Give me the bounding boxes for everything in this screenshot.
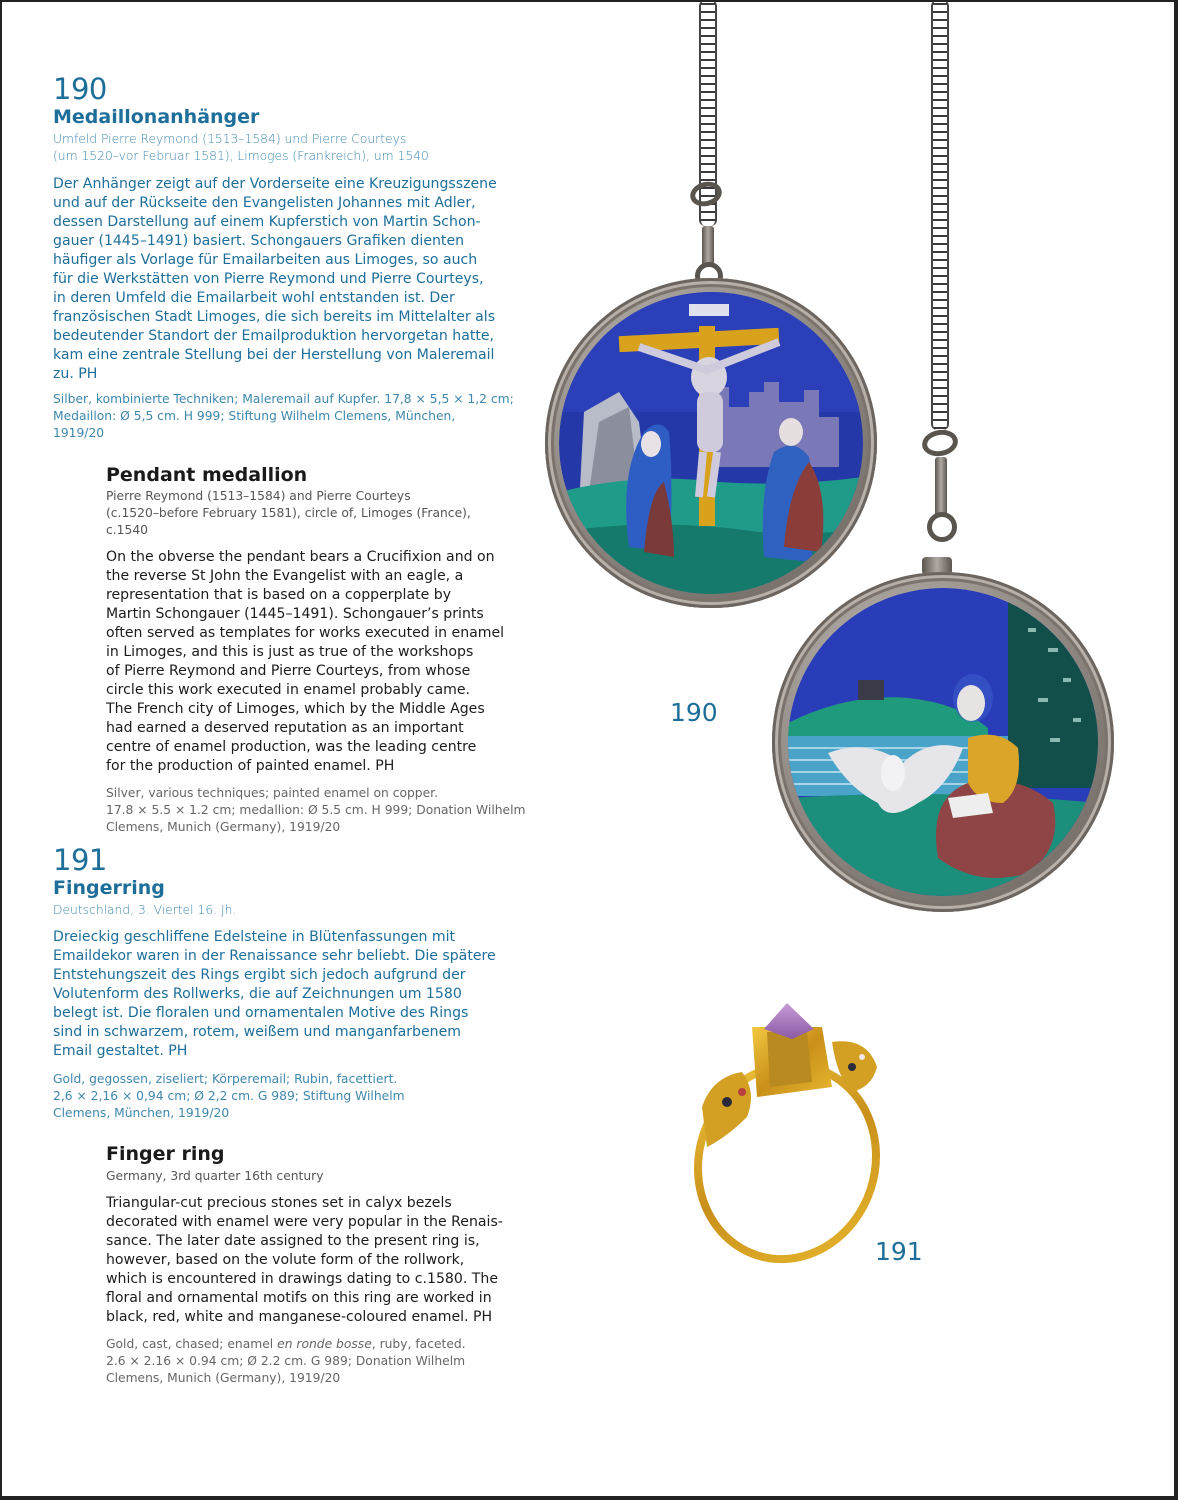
chain-knot-image — [687, 178, 724, 209]
meta-line: c.1540 — [106, 522, 148, 537]
plate-label-191: 191 — [875, 1237, 923, 1266]
entry-191-german-description — [53, 928, 496, 1061]
body-line: sind in schwarzem, rotem, weißem und manganfarbenem — [53, 1024, 461, 1040]
body-line: Der Anhänger zeigt auf der Vorderseite eine Kreuzigungsszene — [53, 176, 497, 192]
spec-line: 1919/20 — [53, 426, 105, 440]
spec-line: 2.6 × 2.16 × 0.94 cm; Ø 2.2 cm. G 989; Donation Wilhelm — [106, 1354, 466, 1368]
entry-191-english-title: Finger ring — [106, 1143, 225, 1165]
st-john-scene-image — [788, 588, 1098, 896]
body-line: of Pierre Reymond and Pierre Courteys, from whose — [106, 663, 471, 679]
spec-line — [106, 1336, 466, 1353]
entry-190-german-attribution — [53, 131, 429, 164]
entry-190-english-specifications — [106, 785, 526, 836]
body-line: dessen Darstellung auf einem Kupferstich von Martin Schon- — [53, 214, 481, 230]
body-line: Triangular-cut precious stones set in calyx bezels — [106, 1195, 452, 1211]
body-line: häufiger als Vorlage für Emailarbeiten aus Limoges, so auch — [53, 252, 478, 268]
body-line: belegt ist. Die floralen und ornamentalen Motive des Rings — [53, 1005, 469, 1021]
entry-190-german-specifications — [53, 391, 514, 442]
entry-191-english-description — [106, 1194, 503, 1327]
spec-line: Clemens, Munich (Germany), 1919/20 — [106, 1371, 341, 1385]
entry-191-german-title: Fingerring — [53, 877, 165, 899]
body-line: Entstehungszeit des Rings ergibt sich jedoch aufgrund der — [53, 967, 466, 983]
spec-line: Silber, kombinierte Techniken; Maleremail auf Kupfer. 17,8 × 5,5 × 1,2 cm; — [53, 392, 514, 406]
pendant-medallion-reverse-image — [772, 572, 1114, 912]
body-line: für die Werkstätten von Pierre Reymond und Pierre Courteys, — [53, 271, 484, 287]
spec-line: 2,6 × 2,16 × 0,94 cm; Ø 2,2 cm. G 989; Stiftung Wilhelm — [53, 1089, 405, 1103]
spec-line: 17.8 × 5.5 × 1.2 cm; medallion: Ø 5.5 cm. H 999; Donation Wilhelm — [106, 803, 526, 817]
body-line: und auf der Rückseite den Evangelisten Johannes mit Adler, — [53, 195, 476, 211]
catalogue-number-190: 190 — [53, 72, 107, 106]
entry-190-english-attribution — [106, 488, 471, 538]
entry-191-english-attribution — [106, 1168, 324, 1185]
body-line: Martin Schongauer (1445–1491). Schongauer’s prints — [106, 606, 484, 622]
meta-line: (um 1520–vor Februar 1581), Limoges (Frankreich), um 1540 — [53, 148, 429, 163]
body-line: black, red, white and manganese-coloured enamel. PH — [106, 1309, 493, 1325]
body-line: Email gestaltet. PH — [53, 1043, 188, 1059]
spec-line: Medaillon: Ø 5,5 cm. H 999; Stiftung Wilhelm Clemens, München, — [53, 409, 456, 423]
right-chain-knot-image — [920, 427, 960, 459]
body-line: Volutenform des Rollwerks, die auf Zeichnungen um 1580 — [53, 986, 462, 1002]
spec-line: Gold, gegossen, ziseliert; Körperemail; Rubin, facettiert. — [53, 1072, 398, 1086]
body-line: bedeutender Standort der Emailproduktion hervorgetan hatte, — [53, 328, 495, 344]
body-line: representation that is based on a copperplate by — [106, 587, 452, 603]
finger-ring-image — [682, 997, 892, 1267]
entry-190-german-title: Medaillonanhänger — [53, 106, 260, 128]
body-line: französischen Stadt Limoges, die sich bereits im Mittelalter als — [53, 309, 496, 325]
spec-line: Clemens, Munich (Germany), 1919/20 — [106, 820, 341, 834]
body-line: in Limoges, and this is just as true of the workshops — [106, 644, 474, 660]
body-line: in deren Umfeld die Emailarbeit wohl entstanden ist. Der — [53, 290, 455, 306]
spec-text: , ruby, faceted. — [371, 1337, 466, 1351]
spec-text: Gold, cast, chased; enamel — [106, 1337, 278, 1351]
catalogue-number-191: 191 — [53, 843, 107, 877]
crucifixion-scene-image — [559, 292, 863, 594]
entry-190-german-description — [53, 175, 497, 384]
entry-190-english-title: Pendant medallion — [106, 464, 308, 486]
meta-line: Umfeld Pierre Reymond (1513–1584) und Pierre Courteys — [53, 132, 407, 146]
body-line: Emaildekor waren in der Renaissance sehr beliebt. Die spätere — [53, 948, 496, 964]
right-suspension-loop-image — [927, 512, 957, 542]
spec-line: Clemens, München, 1919/20 — [53, 1106, 230, 1120]
body-line: often served as templates for works executed in enamel — [106, 625, 505, 641]
body-line: floral and ornamental motifs on this ring are worked in — [106, 1290, 492, 1306]
right-bail-image — [935, 457, 947, 517]
catalogue-page — [2, 2, 1174, 1496]
spec-technique-italic: en ronde bosse — [277, 1337, 372, 1351]
body-line: sance. The later date assigned to the present ring is, — [106, 1233, 480, 1249]
body-line: the reverse St John the Evangelist with an eagle, a — [106, 568, 464, 584]
body-line: circle this work executed in enamel probably came. — [106, 682, 471, 698]
entry-191-german-attribution — [53, 902, 236, 919]
right-chain-image — [931, 2, 949, 430]
body-line: had earned a deserved reputation as an important — [106, 720, 464, 736]
body-line: On the obverse the pendant bears a Crucifixion and on — [106, 549, 495, 565]
body-line: decorated with enamel were very popular in the Renais- — [106, 1214, 503, 1230]
body-line: kam eine zentrale Stellung bei der Herstellung von Maleremail — [53, 347, 495, 363]
entry-190-english-description — [106, 548, 504, 776]
meta-line: Deutschland, 3. Viertel 16. Jh. — [53, 903, 237, 917]
body-line: gauer (1445–1491) basiert. Schongauers Grafiken dienten — [53, 233, 465, 249]
body-line: however, based on the volute form of the rollwork, — [106, 1252, 465, 1268]
meta-line: (c.1520–before February 1581), circle of, Limoges (France), — [106, 505, 471, 520]
body-line: Dreieckig geschliffene Edelsteine in Blütenfassungen mit — [53, 929, 456, 945]
pendant-medallion-obverse-image — [545, 278, 877, 608]
body-line: The French city of Limoges, which by the Middle Ages — [106, 701, 485, 717]
body-line: zu. PH — [53, 366, 98, 382]
body-line: which is encountered in drawings dating to c.1580. The — [106, 1271, 499, 1287]
left-bail-image — [702, 226, 714, 266]
entry-191-german-specifications — [53, 1071, 405, 1122]
body-line: centre of enamel production, was the leading centre — [106, 739, 477, 755]
plate-label-190: 190 — [670, 698, 718, 727]
meta-line: Germany, 3rd quarter 16th century — [106, 1169, 324, 1183]
spec-line: Silver, various techniques; painted enamel on copper. — [106, 786, 438, 800]
body-line: for the production of painted enamel. PH — [106, 758, 395, 774]
entry-191-english-specifications — [106, 1336, 466, 1387]
meta-line: Pierre Reymond (1513–1584) and Pierre Courteys — [106, 489, 411, 503]
